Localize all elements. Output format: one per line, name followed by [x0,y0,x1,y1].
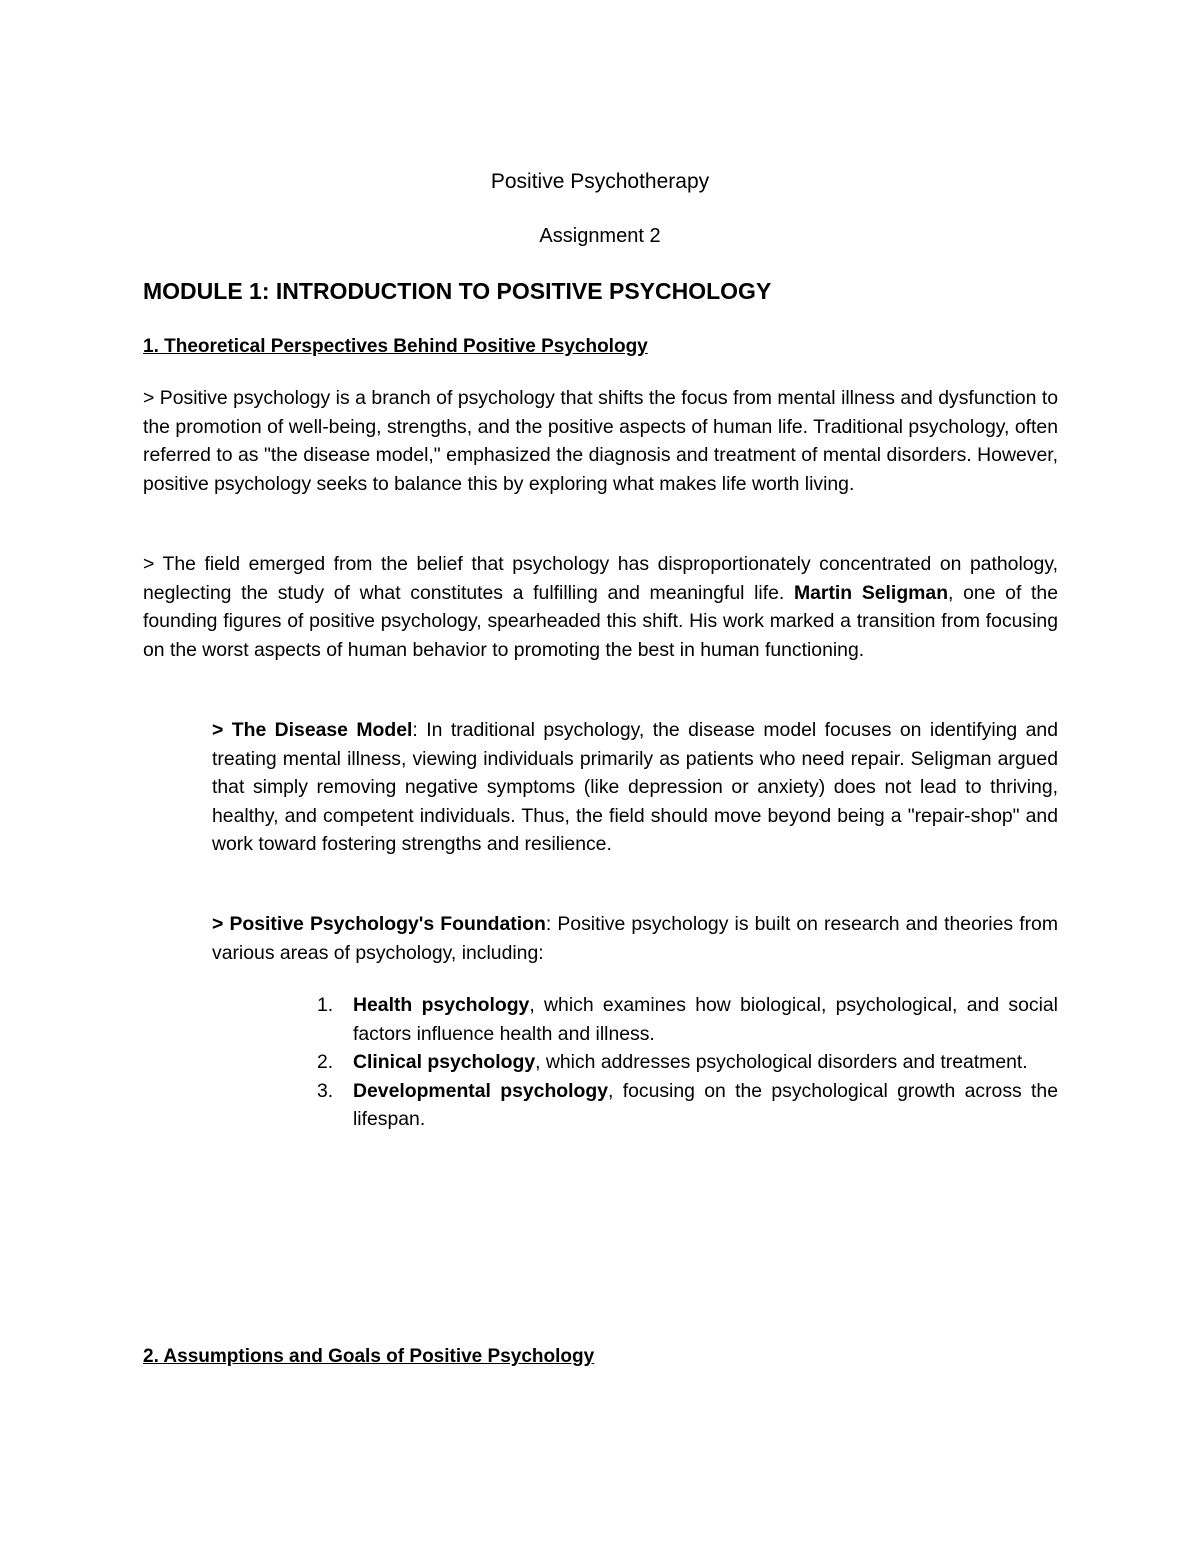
section-heading-1: 1. Theoretical Perspectives Behind Positive Psychology [143,336,648,357]
list-item-number: 2. [317,1051,334,1074]
psychology-areas-list [212,991,1058,1134]
list-item-number: 3. [317,1079,334,1102]
list-item [212,1077,1058,1134]
paragraph-seligman-text-a: > The field emerged from the belief that psychology has disproportionately concentrated on pathology, neglecting the study of what constitutes a fulfilling and meaningful life. [143,553,1058,604]
disease-model-text: : In traditional psychology, the disease model focuses on identifying and treating mental illness, viewing individuals primarily as patients who need repair. Seligman argued that simply removing negative symptoms (like depression or anxiety) does not lead to thriving, healthy, and competent individuals. Thus, the field should move beyond being a "repair-shop" and work toward fostering strengths and resilience. [212,719,1058,856]
seligman-name: Martin Seligman [793,581,949,604]
paragraph-seligman [143,550,1058,664]
list-item [212,1048,1058,1077]
list-item-number: 1. [317,994,334,1016]
paragraph-seligman-text-b: , one of the founding figures of positive psychology, spearheaded this shift. His work marked a transition from focusing on the worst aspects of human behavior to promoting the best in human functioning. [143,581,1058,661]
paragraph-foundation [212,910,1058,967]
module-heading: MODULE 1: INTRODUCTION TO POSITIVE PSYCHOLOGY [143,278,772,304]
list-item-term: Clinical psychology [353,1051,536,1074]
list-item-term: Developmental psychology [353,1079,608,1102]
list-item-text: , which examines how biological, psychological, and social factors influence health and illness. [353,994,1058,1045]
paragraph-disease-model [212,716,1058,859]
list-item-term: Health psychology [353,994,530,1016]
list-item-text: , which addresses psychological disorders and treatment. [535,1051,1028,1074]
list-item-text: , focusing on the psychological growth across the lifespan. [353,1079,1058,1131]
document-title: Positive Psychotherapy [490,170,710,193]
list-item [212,991,1058,1048]
foundation-label: > Positive Psychology's Foundation [212,913,546,935]
disease-model-label: > The Disease Model [212,719,413,741]
foundation-text: : Positive psychology is built on research and theories from various areas of psychology, including: [212,913,1058,964]
section-heading-2: 2. Assumptions and Goals of Positive Psychology [143,1346,595,1367]
document-subtitle: Assignment 2 [539,225,661,247]
paragraph-intro: > Positive psychology is a branch of psychology that shifts the focus from mental illness and dysfunction to the promotion of well-being, strengths, and the positive aspects of human life. Traditional psychology, often referred to as "the disease model," emphasized the diagnosis and treatment of mental disorders. However, positive psychology seeks to balance this by exploring what makes life worth living. [143,387,1058,495]
